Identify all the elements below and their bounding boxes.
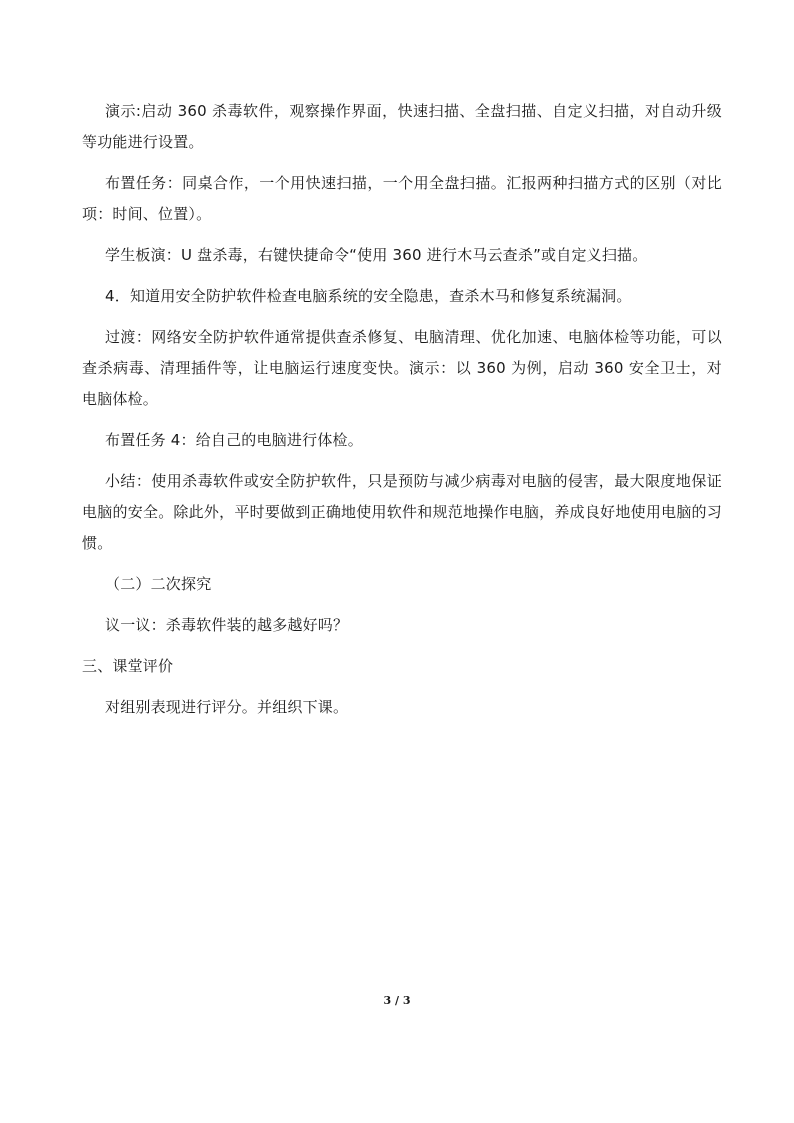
paragraph-evaluation: 对组别表现进行评分。并组织下课。 bbox=[105, 698, 349, 716]
paragraph-discussion: 议一议：杀毒软件装的越多越好吗？ bbox=[105, 616, 349, 634]
page-number: 3 / 3 bbox=[383, 994, 411, 1007]
paragraph-point-4: 4．知道用安全防护软件检查电脑系统的安全隐患，查杀木马和修复系统漏洞。 bbox=[105, 287, 632, 305]
paragraph-transition: 过渡：网络安全防护软件通常提供查杀修复、电脑清理、优化加速、电脑体检等功能，可以查杀病毒、清理插件等，让电脑运行速度变快。演示：以 360 为例，启动 360 安全卫士，对电脑体检。 bbox=[82, 328, 722, 408]
paragraph-summary: 小结：使用杀毒软件或安全防护软件，只是预防与减少病毒对电脑的侵害，最大限度地保证电脑的安全。除此外，平时要做到正确地使用软件和规范地操作电脑，养成良好地使用电脑的习惯。 bbox=[82, 472, 722, 552]
paragraph-demo-antivirus: 演示:启动 360 杀毒软件，观察操作界面，快速扫描、全盘扫描、自定义扫描，对自动升级等功能进行设置。 bbox=[82, 102, 722, 151]
section-heading-second-inquiry: （二）二次探究 bbox=[105, 575, 212, 593]
document-body bbox=[82, 96, 722, 733]
paragraph-task-scan: 布置任务：同桌合作，一个用快速扫描，一个用全盘扫描。汇报两种扫描方式的区别（对比项：时间、位置）。 bbox=[82, 174, 722, 223]
paragraph-task-4: 布置任务 4：给自己的电脑进行体检。 bbox=[105, 431, 363, 449]
paragraph-student-demo: 学生板演：U 盘杀毒，右键快捷命令“使用 360 进行木马云查杀”或自定义扫描。 bbox=[105, 246, 648, 264]
section-heading-evaluation: 三、课堂评价 bbox=[82, 657, 174, 675]
